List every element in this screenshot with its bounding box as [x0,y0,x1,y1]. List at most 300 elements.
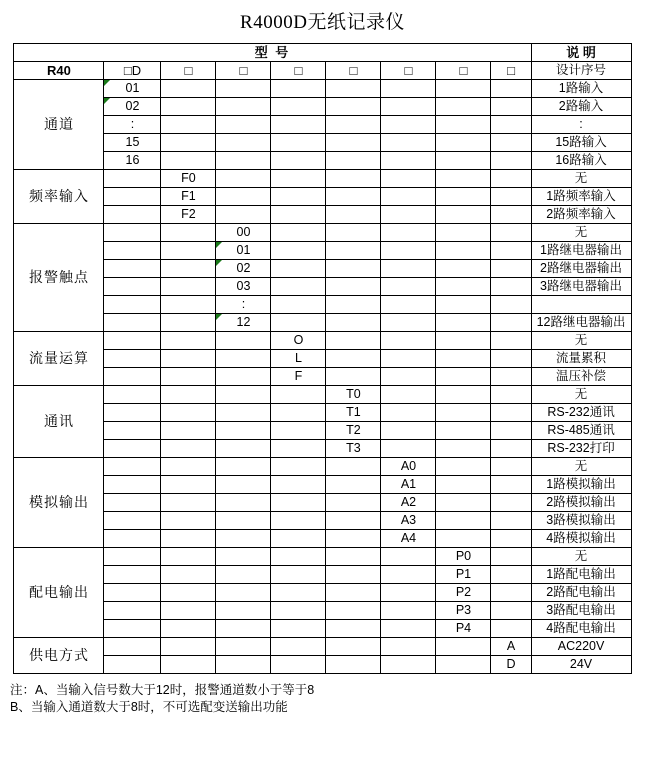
spacer-cell [491,350,531,368]
spacer-cell [161,458,216,476]
spacer-cell [271,584,326,602]
spacer-cell [491,170,531,188]
option-code-3-2: 01 [216,242,271,260]
spacer-cell [491,494,531,512]
option-desc-7-4: 3路配电输出 [531,602,631,620]
model-box-7: □ [436,62,491,80]
spacer-cell [436,476,491,494]
header-desc-label: 说 明 [531,44,631,62]
table-row [14,350,631,368]
spacer-cell [491,422,531,440]
spacer-cell [491,530,531,548]
spacer-cell [381,620,436,638]
spacer-cell [104,206,161,224]
spacer-cell [436,530,491,548]
option-desc-4-1: 无 [531,332,631,350]
spacer-cell [436,98,491,116]
spacer-cell [216,548,271,566]
spacer-cell [326,188,381,206]
spacer-cell [491,260,531,278]
spacer-cell [381,584,436,602]
table-row [14,638,631,656]
spacer-cell [161,242,216,260]
spacer-cell [104,386,161,404]
spacer-cell [491,224,531,242]
spacer-cell [216,170,271,188]
option-code-4-2: L [271,350,326,368]
spacer-cell [104,440,161,458]
spacer-cell [381,368,436,386]
option-desc-6-5: 4路模拟输出 [531,530,631,548]
spacer-cell [161,296,216,314]
spacer-cell [104,638,161,656]
spacer-cell [161,386,216,404]
spacer-cell [216,98,271,116]
spacer-cell [271,530,326,548]
spacer-cell [161,656,216,674]
spacer-cell [326,638,381,656]
spacer-cell [436,404,491,422]
spacer-cell [216,656,271,674]
option-code-5-1: T0 [326,386,381,404]
spacer-cell [271,620,326,638]
spacer-cell [326,602,381,620]
spacer-cell [491,98,531,116]
spacer-cell [161,350,216,368]
spacer-cell [161,152,216,170]
spacer-cell [326,458,381,476]
option-code-4-3: F [271,368,326,386]
spacer-cell [271,152,326,170]
table-row [14,170,631,188]
spacer-cell [161,602,216,620]
spacer-cell [491,386,531,404]
spacer-cell [436,296,491,314]
option-code-7-3: P2 [436,584,491,602]
spacer-cell [381,386,436,404]
option-desc-6-1: 无 [531,458,631,476]
group-label-5: 通讯 [14,386,104,458]
spacer-cell [104,350,161,368]
spacer-cell [161,440,216,458]
spacer-cell [491,476,531,494]
option-desc-2-2: 1路频率输入 [531,188,631,206]
option-code-8-1: A [491,638,531,656]
spacer-cell [161,98,216,116]
spacer-cell [161,422,216,440]
table-row [14,494,631,512]
option-desc-4-2: 流量累积 [531,350,631,368]
option-desc-1-5: 16路输入 [531,152,631,170]
spacer-cell [491,116,531,134]
spacer-cell [436,512,491,530]
spacer-cell [326,566,381,584]
spacer-cell [161,620,216,638]
spacer-cell [161,512,216,530]
spacer-cell [381,548,436,566]
spacer-cell [491,134,531,152]
spacer-cell [271,134,326,152]
spacer-cell [436,206,491,224]
table-header-row [14,44,631,62]
spacer-cell [326,278,381,296]
spacer-cell [104,314,161,332]
spacer-cell [104,260,161,278]
spacer-cell [436,116,491,134]
spacer-cell [271,296,326,314]
option-code-7-2: P1 [436,566,491,584]
table-row [14,242,631,260]
group-label-3: 报警触点 [14,224,104,332]
spacer-cell [161,404,216,422]
spacer-cell [326,530,381,548]
spacer-cell [216,620,271,638]
spacer-cell [326,260,381,278]
table-row [14,620,631,638]
spacer-cell [326,656,381,674]
option-desc-3-2: 1路继电器输出 [531,242,631,260]
option-code-3-3: 02 [216,260,271,278]
spacer-cell [326,548,381,566]
spacer-cell [326,476,381,494]
table-row [14,422,631,440]
group-label-7: 配电输出 [14,548,104,638]
spacer-cell [216,152,271,170]
spacer-cell [271,260,326,278]
spacer-cell [104,224,161,242]
spacer-cell [161,278,216,296]
spacer-cell [104,584,161,602]
spacer-cell [104,458,161,476]
table-row [14,530,631,548]
spacer-cell [271,494,326,512]
option-desc-3-1: 无 [531,224,631,242]
spacer-cell [436,368,491,386]
model-box-6: □ [381,62,436,80]
spacer-cell [381,170,436,188]
spacer-cell [104,548,161,566]
option-desc-3-3: 2路继电器输出 [531,260,631,278]
spacer-cell [271,566,326,584]
spacer-cell [216,188,271,206]
spacer-cell [436,134,491,152]
notes-block [10,682,645,716]
option-code-8-2: D [491,656,531,674]
spacer-cell [271,386,326,404]
spacer-cell [491,458,531,476]
spacer-cell [436,224,491,242]
note-line-b: B、当输入通道数大于8时，不可选配变送输出功能 [10,700,288,714]
spacer-cell [104,278,161,296]
spacer-cell [326,350,381,368]
spacer-cell [326,314,381,332]
base-model-row [14,62,631,80]
table-row [14,134,631,152]
spacer-cell [381,278,436,296]
spacer-cell [381,422,436,440]
option-code-1-4: 15 [104,134,161,152]
spacer-cell [216,206,271,224]
option-code-6-4: A3 [381,512,436,530]
spacer-cell [326,620,381,638]
group-label-8: 供电方式 [14,638,104,674]
spacer-cell [161,224,216,242]
table-row [14,80,631,98]
spacer-cell [381,638,436,656]
table-row [14,278,631,296]
spacer-cell [271,476,326,494]
spacer-cell [216,440,271,458]
option-desc-7-3: 2路配电输出 [531,584,631,602]
spacer-cell [491,278,531,296]
option-desc-8-2: 24V [531,656,631,674]
spacer-cell [104,656,161,674]
spacer-cell [491,332,531,350]
spacer-cell [326,512,381,530]
group-label-2: 频率输入 [14,170,104,224]
option-code-1-1: 01 [104,80,161,98]
spacer-cell [161,584,216,602]
option-desc-1-4: 15路输入 [531,134,631,152]
spacer-cell [436,440,491,458]
table-row [14,332,631,350]
spacer-cell [271,98,326,116]
spacer-cell [271,440,326,458]
model-box-4: □ [271,62,326,80]
spacer-cell [161,80,216,98]
model-selection-table [13,43,631,674]
option-desc-2-3: 2路频率输入 [531,206,631,224]
spacer-cell [161,548,216,566]
spacer-cell [271,314,326,332]
spacer-cell [271,404,326,422]
spacer-cell [216,134,271,152]
spacer-cell [216,80,271,98]
spacer-cell [436,350,491,368]
spacer-cell [271,656,326,674]
spacer-cell [381,116,436,134]
option-code-7-5: P4 [436,620,491,638]
spacer-cell [436,80,491,98]
spacer-cell [104,242,161,260]
spacer-cell [104,170,161,188]
spacer-cell [216,116,271,134]
spacer-cell [491,242,531,260]
option-desc-5-4: RS-232打印 [531,440,631,458]
table-row [14,656,631,674]
option-code-6-1: A0 [381,458,436,476]
model-box-1: □D [104,62,161,80]
option-desc-5-3: RS-485通讯 [531,422,631,440]
spacer-cell [436,188,491,206]
spacer-cell [271,170,326,188]
option-code-7-1: P0 [436,548,491,566]
spacer-cell [381,440,436,458]
spacer-cell [271,278,326,296]
table-row [14,476,631,494]
spacer-cell [104,620,161,638]
option-desc-2-1: 无 [531,170,631,188]
spacer-cell [326,206,381,224]
option-code-5-2: T1 [326,404,381,422]
spacer-cell [491,206,531,224]
spacer-cell [216,332,271,350]
spacer-cell [104,512,161,530]
spacer-cell [326,134,381,152]
option-code-3-6: 12 [216,314,271,332]
spacer-cell [161,134,216,152]
spacer-cell [491,314,531,332]
spacer-cell [271,188,326,206]
spacer-cell [271,224,326,242]
spacer-cell [104,296,161,314]
spacer-cell [161,494,216,512]
option-code-1-2: 02 [104,98,161,116]
option-desc-7-1: 无 [531,548,631,566]
table-row [14,548,631,566]
spacer-cell [491,602,531,620]
group-label-6: 模拟输出 [14,458,104,548]
table-row [14,260,631,278]
spacer-cell [381,206,436,224]
spacer-cell [491,152,531,170]
spacer-cell [104,332,161,350]
group-label-4: 流量运算 [14,332,104,386]
table-row [14,116,631,134]
spacer-cell [104,602,161,620]
option-code-4-1: O [271,332,326,350]
spacer-cell [491,80,531,98]
spacer-cell [436,422,491,440]
option-desc-5-1: 无 [531,386,631,404]
spacer-cell [381,350,436,368]
spacer-cell [104,566,161,584]
option-desc-3-5 [531,296,631,314]
spacer-cell [104,494,161,512]
spacer-cell [271,422,326,440]
spacer-cell [271,638,326,656]
spacer-cell [436,278,491,296]
spacer-cell [216,530,271,548]
spacer-cell [326,494,381,512]
base-model-code: R40 [14,62,104,80]
spacer-cell [491,296,531,314]
option-code-2-2: F1 [161,188,216,206]
spacer-cell [436,458,491,476]
spacer-cell [104,476,161,494]
option-code-3-4: 03 [216,278,271,296]
spacer-cell [161,368,216,386]
spacer-cell [436,332,491,350]
spacer-cell [104,404,161,422]
option-desc-3-4: 3路继电器输出 [531,278,631,296]
table-row [14,188,631,206]
table-row [14,512,631,530]
spacer-cell [436,260,491,278]
option-desc-6-3: 2路模拟输出 [531,494,631,512]
option-code-3-5: : [216,296,271,314]
model-box-3: □ [216,62,271,80]
spacer-cell [326,170,381,188]
spacer-cell [381,260,436,278]
spacer-cell [104,422,161,440]
spacer-cell [216,404,271,422]
spacer-cell [216,422,271,440]
spacer-cell [326,152,381,170]
spacer-cell [271,80,326,98]
spacer-cell [216,638,271,656]
spacer-cell [271,206,326,224]
spacer-cell [381,80,436,98]
spacer-cell [326,80,381,98]
spacer-cell [161,260,216,278]
spacer-cell [161,314,216,332]
spacer-cell [271,548,326,566]
spacer-cell [491,620,531,638]
spacer-cell [436,242,491,260]
note-line-a: 注：A、当输入信号数大于12时，报警通道数小于等于8 [10,683,315,697]
spacer-cell [436,638,491,656]
spacer-cell [491,368,531,386]
option-desc-5-2: RS-232通讯 [531,404,631,422]
spacer-cell [161,332,216,350]
spacer-cell [381,296,436,314]
model-box-8: □ [491,62,531,80]
option-code-5-3: T2 [326,422,381,440]
spacer-cell [216,512,271,530]
option-desc-1-3: : [531,116,631,134]
spacer-cell [491,584,531,602]
spacer-cell [381,224,436,242]
table-row [14,296,631,314]
option-desc-6-2: 1路模拟输出 [531,476,631,494]
spacer-cell [381,314,436,332]
spacer-cell [381,566,436,584]
table-row [14,386,631,404]
spacer-cell [104,530,161,548]
spacer-cell [326,98,381,116]
table-row [14,224,631,242]
spacer-cell [216,458,271,476]
spacer-cell [436,170,491,188]
spacer-cell [271,116,326,134]
spacer-cell [216,566,271,584]
model-box-5: □ [326,62,381,80]
spacer-cell [216,386,271,404]
spacer-cell [381,242,436,260]
spacer-cell [381,188,436,206]
spacer-cell [216,584,271,602]
spacer-cell [491,512,531,530]
spacer-cell [326,584,381,602]
table-row [14,458,631,476]
spacer-cell [216,350,271,368]
table-row [14,152,631,170]
spacer-cell [381,332,436,350]
spacer-cell [326,242,381,260]
spacer-cell [216,368,271,386]
option-code-6-2: A1 [381,476,436,494]
spacer-cell [216,476,271,494]
spacer-cell [436,152,491,170]
spacer-cell [161,638,216,656]
spacer-cell [491,566,531,584]
option-desc-7-5: 4路配电输出 [531,620,631,638]
spacer-cell [161,566,216,584]
spacer-cell [381,152,436,170]
group-label-1: 通道 [14,80,104,170]
spacer-cell [161,530,216,548]
